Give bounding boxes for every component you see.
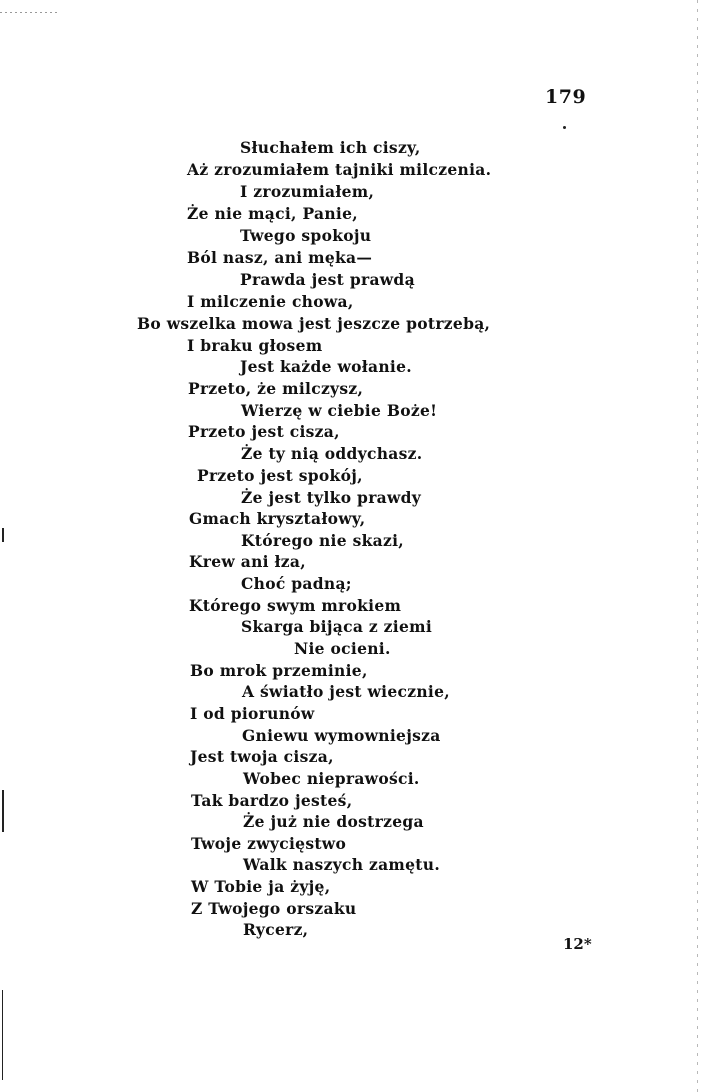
poem-line: Twoje zwycięstwo bbox=[191, 834, 347, 853]
poem-line: Gniewu wymowniejsza bbox=[242, 726, 441, 745]
page-number: 179 bbox=[545, 86, 587, 108]
poem-line: I od piorunów bbox=[190, 704, 315, 723]
poem-line: A światło jest wiecznie, bbox=[242, 682, 450, 701]
poem-line: Słuchałem ich ciszy, bbox=[240, 138, 421, 157]
margin-mark bbox=[0, 12, 60, 13]
printer-signature-mark: 12* bbox=[563, 935, 592, 953]
poem-line: Choć padną; bbox=[241, 574, 352, 593]
poem-line: Bo wszelka mowa jest jeszcze potrzebą, bbox=[137, 314, 491, 333]
poem-line: Bo mrok przeminie, bbox=[190, 661, 368, 680]
poem-line: Przeto jest cisza, bbox=[188, 422, 340, 441]
poem-line: Skarga bijąca z ziemi bbox=[241, 617, 433, 636]
poem-line: Którego swym mrokiem bbox=[189, 596, 402, 615]
page-edge-right bbox=[697, 0, 698, 1092]
poem-line: Twego spokoju bbox=[240, 226, 372, 245]
poem-line: I milczenie chowa, bbox=[187, 292, 354, 311]
poem-line: Rycerz, bbox=[243, 920, 309, 939]
poem-line: W Tobie ja żyję, bbox=[191, 877, 331, 896]
poem-line: Przeto, że milczysz, bbox=[188, 379, 364, 398]
page-edge-mark bbox=[2, 990, 3, 1080]
poem-line: Że ty nią oddychasz. bbox=[241, 444, 423, 463]
poem-line: Z Twojego orszaku bbox=[191, 899, 357, 918]
poem-line: Którego nie skazi, bbox=[241, 531, 404, 550]
page-edge-mark bbox=[2, 528, 4, 542]
poem-line: Przeto jest spokój, bbox=[197, 466, 363, 485]
poem-line: Krew ani łza, bbox=[189, 552, 306, 571]
poem-line: Jest każde wołanie. bbox=[240, 357, 412, 376]
poem-line: Gmach kryształowy, bbox=[189, 509, 366, 528]
poem-line: Aż zrozumiałem tajniki milczenia. bbox=[187, 160, 492, 179]
poem-line: Jest twoja cisza, bbox=[190, 747, 334, 766]
poem-line: Że jest tylko prawdy bbox=[241, 488, 422, 507]
poem-line: Ból nasz, ani męka— bbox=[187, 248, 373, 267]
poem-line: Że już nie dostrzega bbox=[243, 812, 424, 831]
page-edge-mark bbox=[2, 790, 4, 832]
poem-line: Tak bardzo jesteś, bbox=[191, 791, 353, 810]
poem-line: Walk naszych zamętu. bbox=[243, 855, 441, 874]
poem-line: I braku głosem bbox=[187, 336, 323, 355]
poem-line: Że nie mąci, Panie, bbox=[187, 204, 358, 223]
poem-line: Prawda jest prawdą bbox=[240, 270, 415, 289]
poem-line: Wobec nieprawości. bbox=[243, 769, 420, 788]
print-dot bbox=[563, 126, 566, 129]
poem-line: I zrozumiałem, bbox=[240, 182, 375, 201]
poem-line: Nie ocieni. bbox=[294, 639, 391, 658]
poem-line: Wierzę w ciebie Boże! bbox=[241, 401, 438, 420]
